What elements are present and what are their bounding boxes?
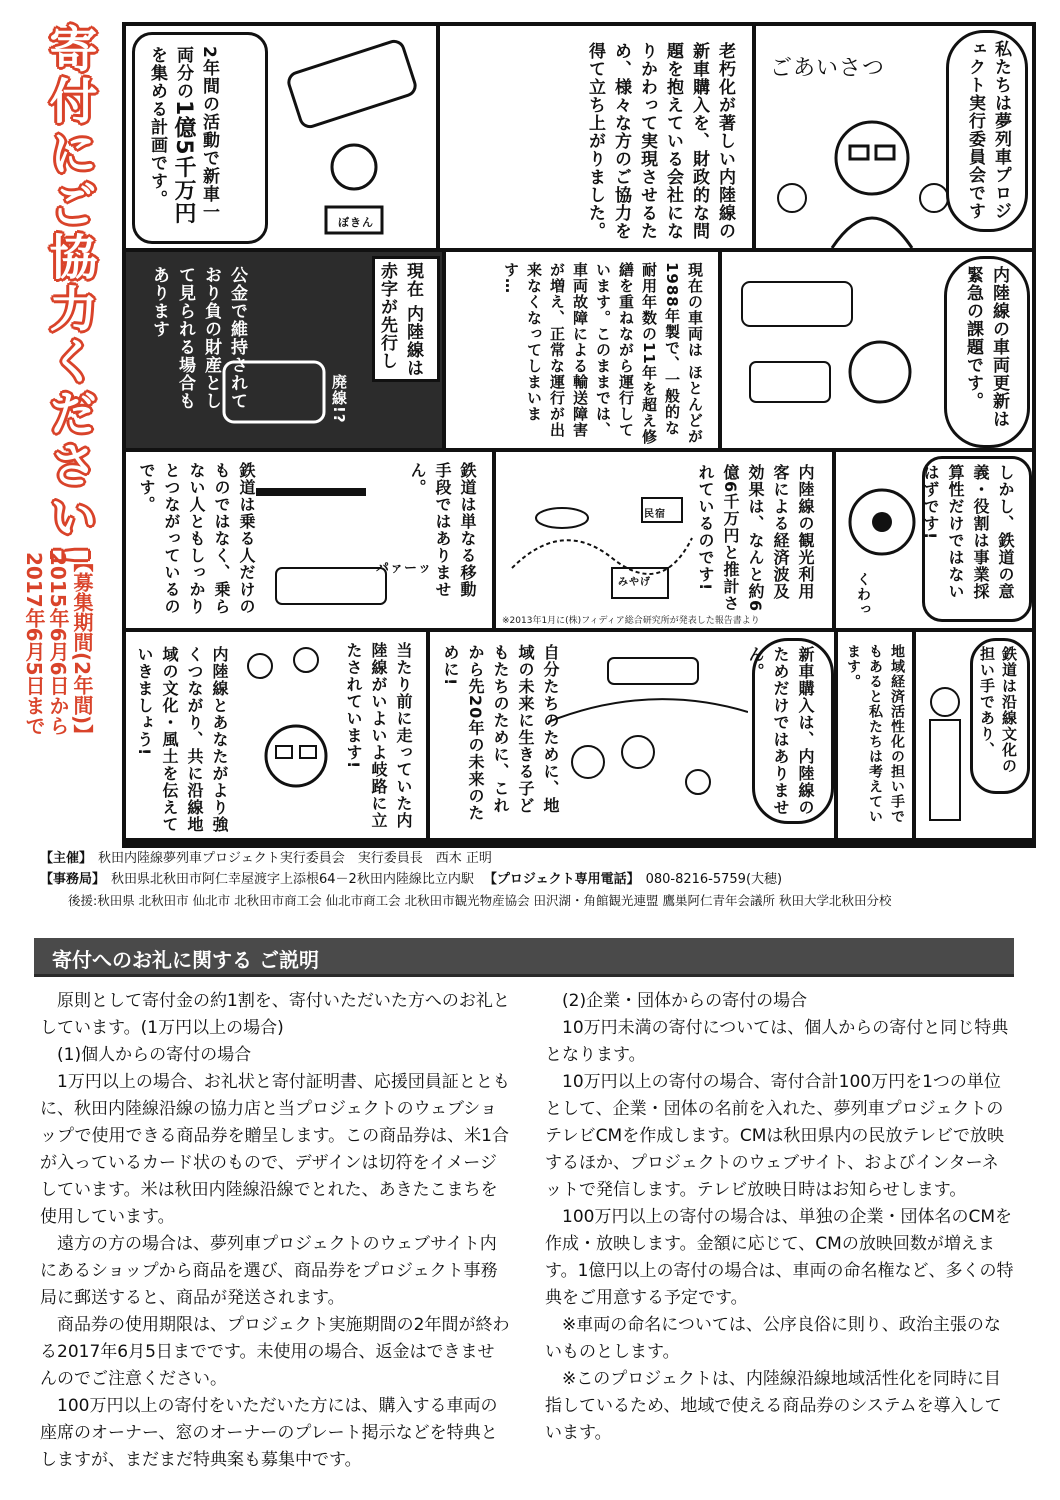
- recruitment-period: [22, 552, 94, 842]
- organizer-info: [40, 848, 1030, 911]
- future-text-b: 自分たちのために、地域の未来に生きる子どもたちのために、これから先20年の未来のために!: [441, 644, 560, 822]
- phone-number: 080-8216-5759(大穂): [645, 872, 783, 887]
- panel-connection: [126, 452, 492, 628]
- deficit-text-a: 現在 内陸線は赤字が先行し: [377, 262, 423, 377]
- explanation-paragraph: 10万円以上の寄付の場合、寄付合計100万円を1つの単位として、企業・団体の名前を入れた、夢列車プロジェクトのテレビCMを作成します。CMは秋田県内の民放テレビで放映するほか、プロジェクトのウェブサイト、およびインターネットで発信します。テレビ放映日時はお知らせします。: [545, 1072, 1005, 1200]
- explanation-paragraph: (2)企業・団体からの寄付の場合: [562, 991, 808, 1011]
- panel-regional-economy: [916, 632, 1032, 838]
- horn-sfx: パァーッ: [376, 561, 433, 576]
- explanation-paragraph: 1万円以上の場合、お礼状と寄付証明書、応援団員証とともに、秋田内陸線沿線の協力店と当プロジェクトのウェブショップで使用できる商品券を贈呈します。この商品券は、米1合が入っているカード状のもので、デザインは切符をイメージしています。米は秋田内陸線沿線でとれた、あきたこまちを使用しています。: [40, 1072, 510, 1227]
- deficit-text-b: 公金で維持されており負の財産として見られる場合もあります: [149, 266, 247, 410]
- vehicle-age-text: 現在の車両は ほとんどが1988年製で、一般的な耐用年数の11年を超え修繕を重ねながら運行しています。このままでは、車両故障による輸送障害が増え、正常な運行が出来なくなってしまいます…: [502, 262, 704, 445]
- shop-label-souvenir: みやげ: [618, 577, 651, 588]
- office-row: [40, 869, 1030, 890]
- purpose-text: 老朽化が著しい内陸線の新車購入を、財政的な問題を抱えている会社になりかわって実現させるため、様々な方のご協力を得て立ち上がりました。: [585, 42, 735, 240]
- explanation-paragraph: (1)個人からの寄付の場合: [57, 1045, 252, 1065]
- train-bridge-illustration: [236, 468, 406, 618]
- crossroads-text-a: 当たり前に走っていた内陸線がいよいよ岐路に立たされています!: [344, 642, 413, 829]
- determined-face-illustration: [842, 472, 922, 592]
- urgent-speech: 内陸線の車両更新は緊急の課題です。: [963, 266, 1009, 428]
- explanation-paragraph: ※このプロジェクトは、内陸線沿線地域活性化を同時に目指しているため、地域で使える商品券のシステムを導入しています。: [545, 1369, 1002, 1443]
- explanation-paragraph: ※車両の命名については、公序良俗に則り、政治主張のないものとします。: [545, 1315, 1001, 1362]
- panel-introduction: [756, 26, 1032, 248]
- standing-man-illustration: [920, 682, 970, 832]
- abolition-sfx: 廃線!?: [330, 374, 348, 424]
- economy-text: 地域経済活性化の担い手でもあると私たちは考えています。: [845, 644, 905, 824]
- period-label: 【募集期間(2年間)】: [70, 552, 94, 745]
- family-landscape-illustration: [548, 642, 748, 832]
- explanation-right-column: [545, 988, 1015, 1447]
- future-text-a: 新車購入は、内陸線のためだけではありません。: [746, 646, 815, 816]
- goal-text: 2年間の活動で新車一両分の1億5千万円を集める計画です。: [147, 46, 219, 225]
- explanation-heading-bar: [34, 938, 1014, 977]
- panel-vehicle-age: [446, 252, 718, 448]
- explanation-paragraph: 原則として寄付金の約1割を、寄付いただいた方へのお礼としています。(1万円以上の場合): [40, 991, 510, 1038]
- crossroads-text-b: 内陸線とあなたがより強くつながり、共に沿線地域の文化・風土を伝えていきましょう!: [135, 646, 229, 833]
- goal-amount: 1億5千万円: [171, 100, 196, 225]
- organizer-value: 秋田内陸線夢列車プロジェクト実行委員会 実行委員長 西木 正明: [98, 851, 492, 866]
- report-source-note: ※2013年1月に(株)フィディア総合研究所が発表した報告書より: [502, 616, 760, 626]
- donation-box-label: ぼきん: [338, 216, 374, 229]
- panel-economic-effect: [496, 452, 832, 628]
- explanation-heading: 寄付へのお礼に関する ご説明: [52, 948, 319, 972]
- donation-title: 寄付にご協力ください!: [41, 24, 97, 570]
- panel-fundraising-goal: [126, 26, 436, 248]
- committee-figures-illustration: [762, 88, 962, 248]
- support-row: 後援:秋田県 北秋田市 仙北市 北秋田市商工会 仙北市商工会 北秋田市観光物産協会 田沢湖・角館観光連盟 鷹巣阿仁青年会議所 秋田大学北秋田分校: [68, 893, 892, 908]
- panel-economy-text: [838, 632, 912, 838]
- crowd-illustration: [236, 636, 346, 836]
- period-to: 2017年6月5日まで: [22, 552, 46, 736]
- shop-label-minshuku: 民宿: [644, 509, 666, 520]
- explanation-paragraph: 商品券の使用期限は、プロジェクト実施期間の2年間が終わる2017年6月5日までです。未使用の場合、返金はできませんのでご注意ください。: [40, 1315, 510, 1389]
- explanation-paragraph: 100万円以上の寄付をいただいた方には、購入する車両の座席のオーナー、窓のオーナーのプレート掲示などを特典としますが、まだまだ特典案も募集中です。: [40, 1396, 498, 1470]
- panel-future: [430, 632, 834, 838]
- office-address: 秋田県北秋田市阿仁幸屋渡字上添根64－2秋田内陸線比立内駅: [111, 872, 474, 887]
- ghost-train-illustration: [216, 352, 336, 442]
- phone-label: 【プロジェクト専用電話】: [483, 872, 640, 887]
- panel-deficit: [126, 252, 442, 448]
- organizer-row: [40, 848, 1030, 869]
- explanation-paragraph: 遠方の方の場合は、夢列車プロジェクトのウェブサイト内にあるショップから商品を選び、商品券をプロジェクト事務局に郵送すると、商品が発送されます。: [40, 1234, 498, 1308]
- tourism-map-illustration: [502, 458, 702, 608]
- office-label: 【事務局】: [40, 872, 106, 887]
- explanation-paragraph: 100万円以上の寄付の場合は、単独の企業・団体名のCMを作成・放映します。金額に応じて、CMの放映回数が増えます。1億円以上の寄付の場合は、車両の命名権など、多くの特典をご用意する予定です。: [545, 1207, 1014, 1308]
- connection-text-a: 鉄道は単なる移動手段ではありません。: [408, 462, 477, 598]
- panel-railway-value: [836, 452, 1032, 628]
- greeting-sfx: ごあいさつ: [770, 56, 886, 81]
- period-from: 2015年6月6日から: [46, 552, 70, 736]
- economic-effect-text: 内陸線の観光利用客による経済波及効果は、なんと約6億6千万円と推計されているのです!: [696, 464, 815, 613]
- panel-crossroads: [126, 632, 426, 838]
- side-title-column: [22, 22, 114, 842]
- intro-speech: 私たちは夢列車プロジェクト実行委員会です: [965, 40, 1011, 220]
- explanation-paragraph: 10万円未満の寄付については、個人からの寄付と同じ特典となります。: [545, 1018, 1009, 1065]
- organizer-label: 【主催】: [40, 851, 93, 866]
- railway-value-speech: しかし、鉄道の意義・役割は事業採算性だけではないはずです!: [921, 464, 1015, 600]
- culture-speech: 鉄道は沿線文化の担い手であり、: [978, 646, 1018, 774]
- kuwa-sfx: くわっ: [855, 572, 871, 617]
- manga-comic: [122, 22, 1036, 848]
- connection-text-b: 鉄道は乗る人だけのものではなく、乗らない人ともしっかりとつながっているのです。: [137, 462, 256, 615]
- worried-man-illustration: [730, 262, 930, 442]
- explanation-left-column: [40, 988, 510, 1474]
- panel-project-purpose: [440, 26, 752, 248]
- panel-urgent-issue: [722, 252, 1032, 448]
